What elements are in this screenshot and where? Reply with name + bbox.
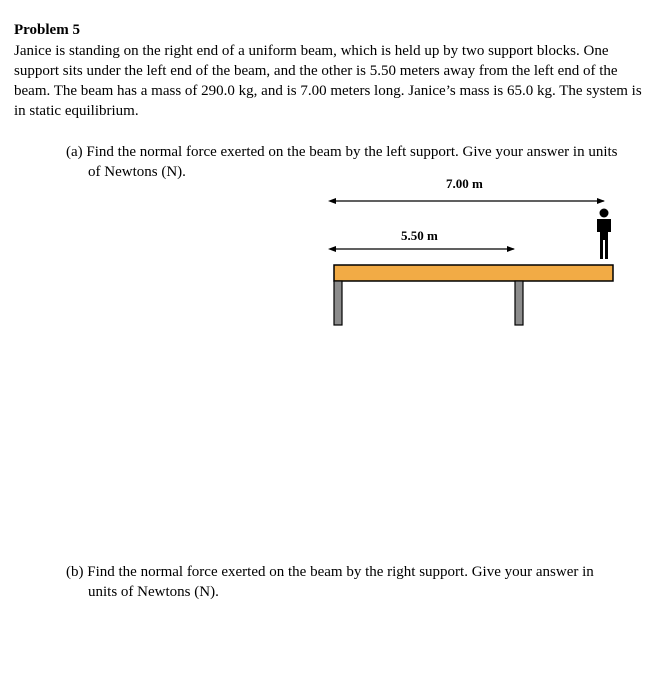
question-b: (b) Find the normal force exerted on the beam by the right support. Give your answer in units of Newtons (N). [66,564,594,600]
left-support [334,281,342,325]
beam-length-label: 7.00 m [446,176,483,191]
person-icon [597,209,611,260]
support-distance-label: 5.50 m [401,228,438,243]
beam [334,265,613,281]
right-support [515,281,523,325]
problem-title: Problem 5 [14,22,80,38]
question-a: (a) Find the normal force exerted on the beam by the left support. Give your answer in units of Newtons (N). [66,144,618,180]
problem-statement: Janice is standing on the right end of a uniform beam, which is held up by two support blocks. One support sits under the left end of the beam, and the other is 5.50 meters away from the left end of the beam. The beam has a mass of 290.0 kg, and is 7.00 meters long. Janice’s mass is 65.0 kg. The system is in static equilibrium. [14,43,642,119]
